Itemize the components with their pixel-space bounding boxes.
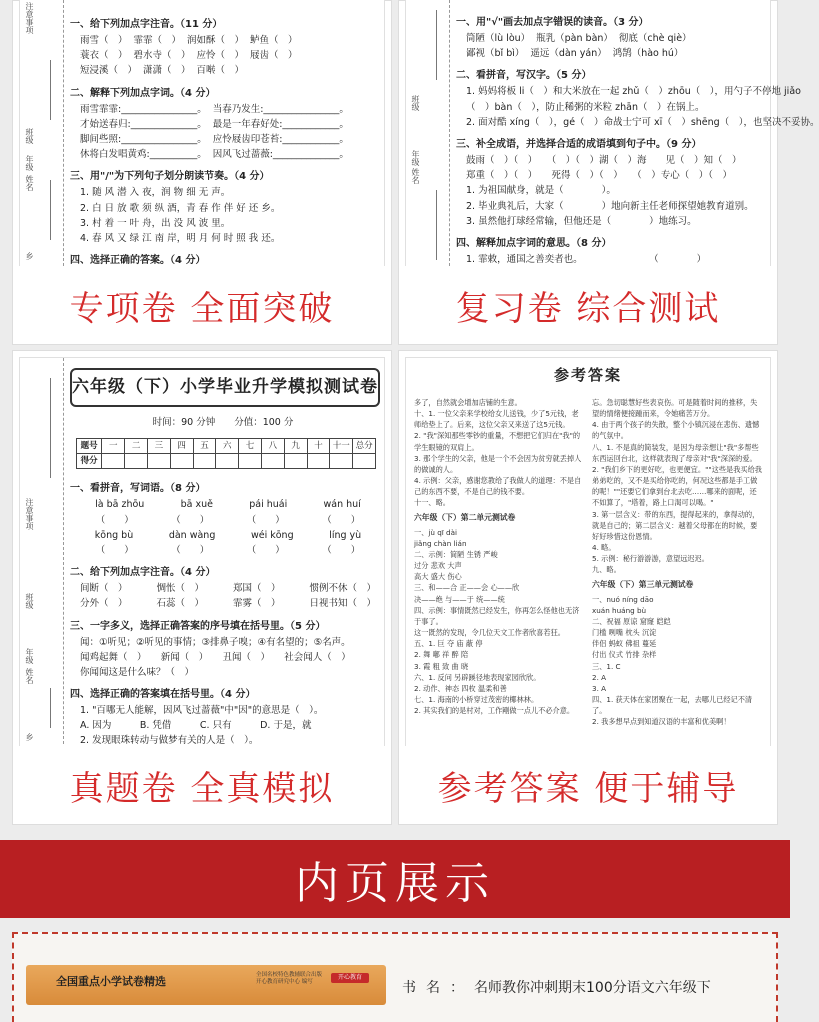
margin-label: 年级 (25, 648, 34, 664)
question-line: 鼓雨（ ）（ ） （ ）（ ）湖（ ）海 见（ ）知（ ） (466, 154, 742, 166)
answer-line: 3. 第一层含义：带的东西，提得起来的，拿得动的，就是自己的；第二层含义：越着父母都在的时候，要好好珍惜这份恩情。 (592, 509, 760, 541)
question-item: 因风飞过蔷薇:______________。 (212, 149, 349, 161)
panel-real-exam (12, 350, 392, 825)
exam-sheet (70, 10, 376, 266)
score-row (77, 454, 376, 469)
question-item: 筒陋（lù lòu） (466, 33, 531, 44)
question-item: 当春乃发生:________________。 (212, 103, 349, 115)
binding-margin (20, 0, 64, 266)
answer-line: 过分 悲欢 大声 (414, 561, 462, 571)
exam-meta: 时间：90 分钟 分值：100 分 (152, 417, 294, 429)
margin-label: 班级 (411, 95, 420, 111)
exam-paper-preview (19, 0, 385, 267)
answer-column-right (592, 397, 762, 727)
margin-label: 年级 (25, 155, 34, 171)
answer-unit-title: 六年级（下）第二单元测试卷 (414, 512, 516, 522)
section-title: 三、一字多义，选择正确答案的序号填在括号里。（5 分） (70, 620, 326, 632)
pinyin-item: wán huí (323, 499, 361, 511)
answer-line: 多了，自然就会增加店铺的生意。 (414, 398, 522, 407)
score-header-cell: 十一 (330, 439, 353, 454)
panel-special-exam (12, 0, 392, 345)
section-title: 三、用"/"为下列句子划分朗读节奏。（4 分） (70, 171, 270, 183)
score-header-cell: 十 (307, 439, 330, 454)
question-line: 2. 白 日 放 歌 须 纵 酒，青 春 作 伴 好 还 乡。 (80, 202, 281, 214)
score-row-label: 得分 (77, 454, 102, 469)
question-line: 闻鸡起舞（ ） 新闻（ ） 丑闻（ ） 社会闻人（ ） (80, 651, 351, 663)
panel-caption: 复习卷 综合测试 (399, 266, 777, 344)
exam-paper-preview (19, 357, 385, 750)
question-item: 雨雪（ ） (80, 35, 128, 46)
margin-label: 班级 (25, 128, 34, 144)
question-item: 日视书知（ ） (309, 598, 376, 610)
answer-line: 2. 我多想早点到知道汉语的丰富和优美啊！ (592, 717, 731, 727)
answer-line: xuán huáng bù (592, 605, 647, 615)
question-item: 分外（ ） (80, 598, 128, 610)
score-header-cell: 八 (261, 439, 284, 454)
answer-line: 4. 略。 (592, 543, 616, 553)
answer-columns (406, 397, 770, 727)
section-title: 四、解释加点字词的意思。（8 分） (456, 237, 612, 249)
answer-line: 五、1. 巨 夺 庙 蔽 停 (414, 639, 483, 649)
question-line: 3. 村 着 一 叶 舟，出 没 风 波 里。 (80, 217, 231, 229)
question-item: 最是一年春好处:____________。 (212, 118, 349, 130)
answer-line: 3. 那个学生的父亲，他是一个不会因为贫穷就丢掉人的做诚的人。 (414, 453, 582, 474)
question-line: 闻：①听见；②听见的事情；③排鼻子嗅；④有名望的；⑤名声。 (80, 636, 351, 648)
question-item: 间断（ ） (80, 583, 128, 595)
panel-caption: 真题卷 全真模拟 (13, 746, 391, 824)
section-title: 二、看拼音，写汉字。（5 分） (456, 70, 592, 82)
question-line: A. 因为 B. 凭借 C. 只有 D. 于是，就 (80, 720, 312, 732)
answer-line: 门槛 咧嘴 枕头 沉淀 (592, 628, 657, 638)
margin-label: 班级 (25, 593, 34, 609)
question-item: 霏霏（ ） (133, 35, 182, 46)
margin-label: 姓名 (411, 168, 420, 184)
answer-line: 三、1. C (592, 661, 621, 671)
panel-caption: 参考答案 便于辅导 (399, 746, 777, 824)
answer-line: 决——绝 与——于 统——统 (414, 594, 505, 604)
answer-line: 4. 示例：父亲，感谢您教给了我做人的道理：不是自己的东西不要，不是自己的钱不要。 (414, 476, 582, 497)
answer-line: 十、1. 一位父亲来学校给女儿送钱，少了5元钱，老师给垫上了。后来，这位父亲又来送了这5元钱。 (414, 409, 579, 430)
question-item: 短浸溪（ ） (80, 65, 138, 77)
answer-line: 付出 仪式 竹排 杂样 (592, 650, 657, 660)
answer-line: 3. A (592, 683, 607, 693)
answer-line: 一、nuó níng dāo (592, 594, 654, 604)
section-title: 四、选择正确的答案。（4 分） (70, 255, 206, 267)
answer-unit-title: 六年级（下）第三单元测试卷 (592, 579, 694, 589)
question-item: 雨雪霏霏:________________。 (80, 103, 207, 115)
book-cover-badge: 开心教育 (331, 973, 369, 983)
question-line: 3. 虽然他打球经常输，但他还是（ ）地练习。 (466, 215, 697, 227)
info-key: 书名： (402, 980, 474, 996)
pinyin-item: wéi kōng (250, 529, 294, 541)
answer-line: 高大 盛大 伤心 (414, 572, 462, 582)
question-line: 1. 为祖国献身，就是（ ）。 (466, 185, 616, 197)
margin-label: 年级 (411, 150, 420, 166)
banner-title: 内页展示 (295, 858, 495, 909)
question-item: 惯例不休（ ） (309, 583, 376, 595)
margin-label: 姓名 (25, 175, 34, 191)
question-line: 1. 随 风 潜 入 夜，润 物 细 无 声。 (80, 187, 231, 199)
book-cover-title: 全国重点小学试卷精选 (56, 975, 166, 988)
panel-answer-key (398, 350, 778, 825)
answer-line: 四、示例：事情既然已经发生，你再怎么怪他也无济于事了。 (414, 605, 580, 626)
question-item: 润如酥（ ） (187, 35, 245, 46)
question-line: 1. "百哪无人能解，因风飞过蔷薇"中"因"的意思是（ ）。 (80, 705, 324, 717)
answer-line: 十一、略。 (414, 498, 450, 508)
answer-line: 七、1. 海南的小桥穿过茂密的椰林林。 (414, 694, 539, 704)
question-item: 碧水寺（ ） (133, 50, 191, 62)
book-cover-image (26, 965, 386, 1005)
answer-line: 2. "我们乡下的更好吃，也更便宜。""这些是我买给我弟弟吃的，又不是买给你吃的，何况这些都是手工做的呢！""还要它们拿到台北去吃……哪来的面呢，还不如算了，"塔着，路上口渴可以喝。" (592, 464, 762, 508)
score-header-cell: 三 (147, 439, 170, 454)
answer-line: 2. A (592, 672, 607, 682)
answer-line: 2. 其实我们的是村对，工作剛做一点儿不必介意。 (414, 706, 575, 716)
answer-line: 4. 由于两个孩子的失散，整个小镇沉浸在悲伤、遗憾的气氛中。 (592, 420, 760, 441)
question-line: 2. 发现眼珠转动与做梦有关的人是（ ）。 (80, 735, 259, 747)
book-name-info (402, 977, 711, 997)
answer-line: 二、祝福 原谅 窟窿 皑皑 (592, 616, 671, 626)
answer-line: 2. "我"深知那些零钞的重量，不想把它们归在"我"的学生眼镜的双肩上。 (414, 431, 581, 452)
question-item: 应怜（ ） (196, 50, 245, 62)
margin-label: 乡 (25, 252, 34, 260)
score-header-cell: 四 (170, 439, 193, 454)
binding-margin (20, 358, 64, 749)
answer-line: jiǎng chàn lián (414, 538, 467, 548)
exam-sheet: 六年级（下）小学毕业升学模拟测试卷 时间：90 分钟 分值：100 分 题号 一 二 三 四 五 六 七 八 九 十 十一 总分 得分 一、看拼音，写词语。（8 分） là bā zhōu bā xuě pái huái wán huí （ ） （ ） （ ） （ ） kōng bù dàn wàng wéi kōng líng yù （ ） （ ） （ ） （ ） 二、给下列加点字注音。（4 分） 间断（ ） 惆怅（ ） 郑国（ ） 惯例不休（ ） 分外（ ） 石蕊（ ） 霏雾（ ） 日视书知（ ） 三、一字多义，选择正确答案的序号填在括号里。（5 分） 闻：①听见；②听见的事情；③排鼻子嗅；④有名望的；⑤名声。 闻鸡起舞（ ） 新闻（ ） 丑闻（ ） 社会闻人（ ） 你闻闻这是什么味？（ ） 四、选择正确的答案填在括号里。（4 分） 1. "百哪无人能解，因风飞过蔷薇"中"因"的意思是（ ）。 A. 因为 B. 凭借 C. 只有 D. 于是，就 2. 发现眼珠转动与做梦有关的人是（ ）。 (70, 358, 376, 749)
section-title: 三、补全成语，并选择合适的成语填到句子中。（9 分） (456, 138, 702, 150)
section-title: 一、用"√"画去加点字错误的读音。（3 分） (456, 17, 649, 28)
answer-line: 5. 示例：秘行游游游，意望远迟迟。 (592, 554, 709, 564)
pinyin-item: pái huái (249, 499, 288, 511)
answer-line: 2. 舞 嘟 祥 醉 陪 (414, 650, 469, 660)
answer-line: 四、1. 获天体在家团聚在一起，去哪儿已经记不清了。 (592, 694, 753, 716)
answer-line: 这一既然的发现，令几位天文工作者欣喜若狂。 (414, 628, 565, 638)
section-title: 二、解释下列加点字词。（4 分） (70, 87, 216, 99)
question-item: 遥远（dàn yán） (530, 48, 607, 60)
section-title: 四、选择正确的答案填在括号里。（4 分） (70, 689, 256, 701)
pinyin-item: bā xuě (180, 499, 213, 511)
section-banner (0, 840, 790, 918)
pinyin-item: líng yù (329, 529, 362, 541)
question-item: 脚间些照:________________。 (80, 133, 207, 145)
question-line: 4. 春 风 又 绿 江 南 岸，明 月 何 时 照 我 还。 (80, 232, 281, 244)
pinyin-item: là bā zhōu (95, 499, 145, 511)
question-line: （ ）bàn（ ），防止稀粥的米粒 zhān（ ）在锅上。 (466, 101, 705, 113)
section-title: 一、看拼音，写词语。（8 分） (70, 483, 206, 495)
margin-label: 姓名 (25, 668, 34, 684)
question-item: 鲈鱼（ ） (250, 35, 298, 46)
question-item: 屐齿（ ） (250, 50, 298, 62)
score-header-cell: 题号 (77, 439, 102, 454)
score-header-row (77, 439, 376, 454)
question-item: 蓑衣（ ） (80, 50, 128, 62)
answer-line: 八、1. 不是真的简装发，是因为母亲想让"我"多帮些东西运回台北，这样就表现了母亲对"我"深深的爱。 (592, 442, 759, 463)
question-line: 2. 毕业典礼后，大家（ ）地向新主任老师探望她教育道别。 (466, 200, 754, 212)
exam-sheet (456, 8, 819, 266)
answer-line: 三、和——合 正——会 心——欣 (414, 583, 520, 593)
answer-line: 2. 动作、神态 四枚 温柔和善 (414, 683, 507, 693)
question-item: 才始送春归:______________。 (80, 118, 207, 130)
exam-title: 六年级（下）小学毕业升学模拟测试卷 (70, 368, 380, 407)
question-line: 1. 霏敕，通国之善奕者也。 （ ） (466, 253, 707, 265)
answer-paper-preview (405, 357, 771, 750)
question-item: 鸿鹄（hào hú） (612, 48, 684, 60)
question-line: 郑重（ ）（ ） 死得（ ）（ ） （ ）专心（ ）（ ） (466, 170, 733, 182)
answer-column-left (414, 397, 584, 727)
answer-line: 二、示例：简陋 生锈 严峻 (414, 549, 498, 559)
margin-label: 乡 (25, 733, 34, 741)
score-header-cell: 九 (284, 439, 307, 454)
question-item: 霏雾（ ） (232, 598, 281, 610)
answer-line: 六、1. 反问 另辟蹊径地表现家园欣欣。 (414, 672, 541, 682)
question-item: 惆怅（ ） (156, 583, 204, 595)
pinyin-item: dàn wàng (168, 529, 216, 541)
question-item: 郑国（ ） (232, 583, 281, 595)
panel-review-exam (398, 0, 819, 345)
panel-caption: 专项卷 全面突破 (13, 266, 391, 344)
question-item: 百啭（ ） (196, 65, 245, 77)
answer-line: 伴侣 蚂蚁 佛祖 蔓延 (592, 639, 657, 649)
score-header-cell: 六 (216, 439, 239, 454)
question-item: 鄙视（bǐ bì） (466, 48, 525, 60)
question-item: 应怜屐齿印苍苔:____________。 (212, 133, 349, 145)
question-item: 瓶乳（pàn bàn） (536, 33, 613, 44)
score-table (76, 438, 376, 469)
section-title: 一、给下列加点字注音。（11 分） (70, 19, 223, 30)
question-line: 1. 妈妈将板 li（ ）和大米放在一起 zhǔ（ ）zhōu（ ），用勺子不停地 jiǎo (466, 86, 801, 98)
answer-line: 一、jù qī dài (414, 527, 458, 537)
question-line: 2. 面对酷 xíng（ ），gé（ ）命战士宁可 xī（ ）shēng（ ），也坚决不妥协。 (466, 116, 819, 128)
question-line: 你闻闻这是什么味？（ ） (80, 666, 195, 678)
section-title: 二、给下列加点字注音。（4 分） (70, 567, 216, 579)
binding-margin (406, 0, 450, 266)
score-header-cell: 七 (239, 439, 262, 454)
score-header-cell: 五 (193, 439, 216, 454)
answer-line: 忘。急切聪慧好些表哀伤。可是随着时间的推移，失望的情绪便接踵而来，令她痛苦万分。 (592, 398, 758, 419)
question-item: 石蕊（ ） (156, 598, 204, 610)
pinyin-item: kōng bù (94, 529, 134, 541)
question-item: 休将白发唱黄鸡:__________。 (80, 149, 207, 161)
answer-line: 3. 霞 粗 致 曲 晓 (414, 661, 469, 671)
book-cover-publisher: 全国名校特色教辅联合出版 开心教育研究中心 编写 (256, 972, 323, 985)
margin-label: 注意事项 (25, 2, 34, 34)
question-item: 潇潇（ ） (143, 65, 191, 77)
score-header-cell: 二 (125, 439, 148, 454)
answer-title: 参考答案 (553, 366, 622, 384)
exam-paper-preview (405, 0, 819, 267)
info-value: 名师教你冲刺期末100分语文六年级下 (474, 980, 711, 996)
score-header-cell: 总分 (353, 439, 376, 454)
score-header-cell: 一 (102, 439, 125, 454)
margin-label: 注意事项 (25, 498, 34, 530)
answer-line: 九、略。 (592, 565, 621, 575)
question-item: 彻底（chè qiè） (618, 33, 692, 44)
